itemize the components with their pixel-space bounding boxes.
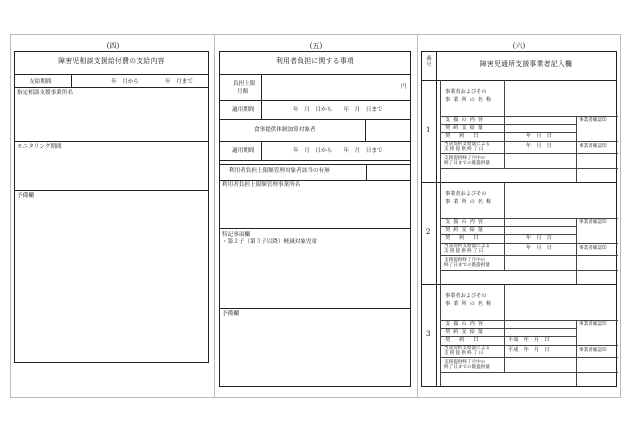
meal-subsidy-label: 食事提供体制加算対象者	[254, 127, 316, 133]
provider-entry-1	[422, 80, 618, 182]
entry-3-end-date-label-1: 当該契約支給量による	[444, 346, 490, 351]
designated-provider-label: 指定相談支援事業所名	[17, 90, 73, 96]
entry-1-end-date-value: 年 月 日	[526, 143, 552, 149]
entry-3-amount-label: 契約支給量	[445, 329, 486, 335]
entry-2-contract-date-label: 契約日	[445, 235, 488, 241]
cap-label-line1: 負担上限	[233, 81, 256, 87]
entry-1-contract-date-value: 年 月 日	[526, 133, 552, 139]
entry-1-end-date-label-2: 支援提供終了日	[444, 147, 485, 152]
number-column-header: 番号	[426, 56, 432, 68]
entry-1-provider-label-1: 事業者およびその	[445, 89, 487, 95]
entry-1-remaining-label-2: 終了日までの既提供量	[444, 161, 490, 166]
support-period-label: 支給期間	[29, 79, 52, 85]
panel-six-frame	[421, 51, 617, 387]
panel-five-frame	[219, 51, 411, 387]
panel-four-frame	[14, 51, 209, 363]
entry-2-service-label: 支援の内容	[445, 219, 486, 225]
document-sheet	[10, 34, 621, 398]
entry-1-service-label: 支援の内容	[445, 117, 486, 123]
entry-2-confirm-label: 事業者確認印	[579, 220, 607, 225]
entry-2-amount-label: 契約支給量	[445, 227, 486, 233]
panel-six-label: (六)	[512, 42, 526, 50]
entry-2-end-date-label-2: 支援提供終了日	[444, 249, 485, 254]
entry-1-amount-label: 契約支給量	[445, 125, 486, 131]
special-notes-label: 特記事項欄	[222, 232, 250, 238]
monitoring-period-label: モニタリング期間	[17, 144, 62, 150]
entry-1-confirm-label-2: 事業者確認印	[579, 144, 607, 149]
panel-five-reserve-label: 予備欄	[222, 311, 239, 317]
reserve-field-label: 予備欄	[17, 193, 34, 199]
entry-3-end-date-label-2: 支援提供終了日	[444, 351, 485, 356]
entry-1-remaining-label-1: 支援提供終了月中の	[444, 156, 486, 161]
entry-number-3: 3	[426, 330, 431, 338]
panel-five-title: 利用者負担に関する事項	[275, 57, 355, 65]
support-period-to: 年 月まで	[165, 79, 193, 85]
cap-management-provider-label: 利用者負担上限額管理事業所名	[222, 182, 301, 188]
entry-1-end-date-label-1: 当該契約支給量による	[444, 142, 490, 147]
panel-five-label: (五)	[309, 42, 323, 50]
entry-2-remaining-label-1: 支援提供終了月中の	[444, 258, 486, 263]
entry-3-contract-date-value: 平成 年 月 日	[508, 337, 550, 343]
entry-2-confirm-label-2: 事業者確認印	[579, 246, 607, 251]
entry-1-confirm-label: 事業者確認印	[579, 118, 607, 123]
entry-number-2: 2	[426, 228, 431, 236]
support-period-from: 年 月から	[111, 79, 139, 85]
entry-3-provider-label-2: 事業所の名称	[445, 301, 495, 307]
entry-3-contract-date-label: 契約日	[445, 337, 488, 343]
entry-2-remaining-label-2: 終了日までの既提供量	[444, 263, 490, 268]
entry-2-end-date-value: 年 月 日	[526, 245, 552, 251]
entry-2-provider-label-2: 事業所の名称	[445, 199, 495, 205]
provider-entry-3	[422, 284, 618, 386]
entry-3-remaining-label-1: 支援提供終了月中の	[444, 360, 486, 365]
cap-yen-unit: 円	[401, 84, 407, 90]
entry-2-contract-date-value: 年 月 日	[526, 235, 552, 241]
apply-period-label-2: 適用期間	[232, 148, 255, 154]
entry-3-confirm-label: 事業者確認印	[579, 322, 607, 327]
apply-period-value-1: 年 月 日から 年 月 日まで	[293, 107, 383, 113]
entry-1-provider-label-2: 事業所の名称	[445, 97, 495, 103]
panel-six-title: 障害児通所支援事業者記入欄	[479, 60, 573, 68]
provider-entry-2	[422, 182, 618, 284]
entry-2-provider-label-1: 事業者およびその	[445, 191, 487, 197]
entry-number-1: 1	[426, 126, 431, 134]
entry-3-confirm-label-2: 事業者確認印	[579, 348, 607, 353]
entry-1-contract-date-label: 契約日	[445, 133, 488, 139]
panel-four-label: (四)	[106, 42, 120, 50]
panel-four-title: 障害児相談支援給付費の支給内容	[58, 57, 165, 65]
cap-management-label: 利用者負担上限額管理対象者該当の有無	[229, 168, 330, 174]
special-notes-item: ・第２子（第３子以降）軽減対象児童	[222, 239, 318, 245]
apply-period-label-1: 適用期間	[232, 107, 255, 113]
entry-3-remaining-label-2: 終了日までの既提供量	[444, 365, 490, 370]
entry-3-end-date-value: 平成 年 月 日	[508, 347, 550, 353]
entry-2-end-date-label-1: 当該契約支給量による	[444, 244, 490, 249]
cap-label-line2: 月額	[237, 89, 249, 95]
entry-3-provider-label-1: 事業者およびその	[445, 293, 487, 299]
apply-period-value-2: 年 月 日から 年 月 日まで	[293, 148, 383, 154]
column-divider-1	[214, 35, 215, 397]
column-divider-2	[417, 35, 418, 397]
entry-3-service-label: 支援の内容	[445, 321, 486, 327]
